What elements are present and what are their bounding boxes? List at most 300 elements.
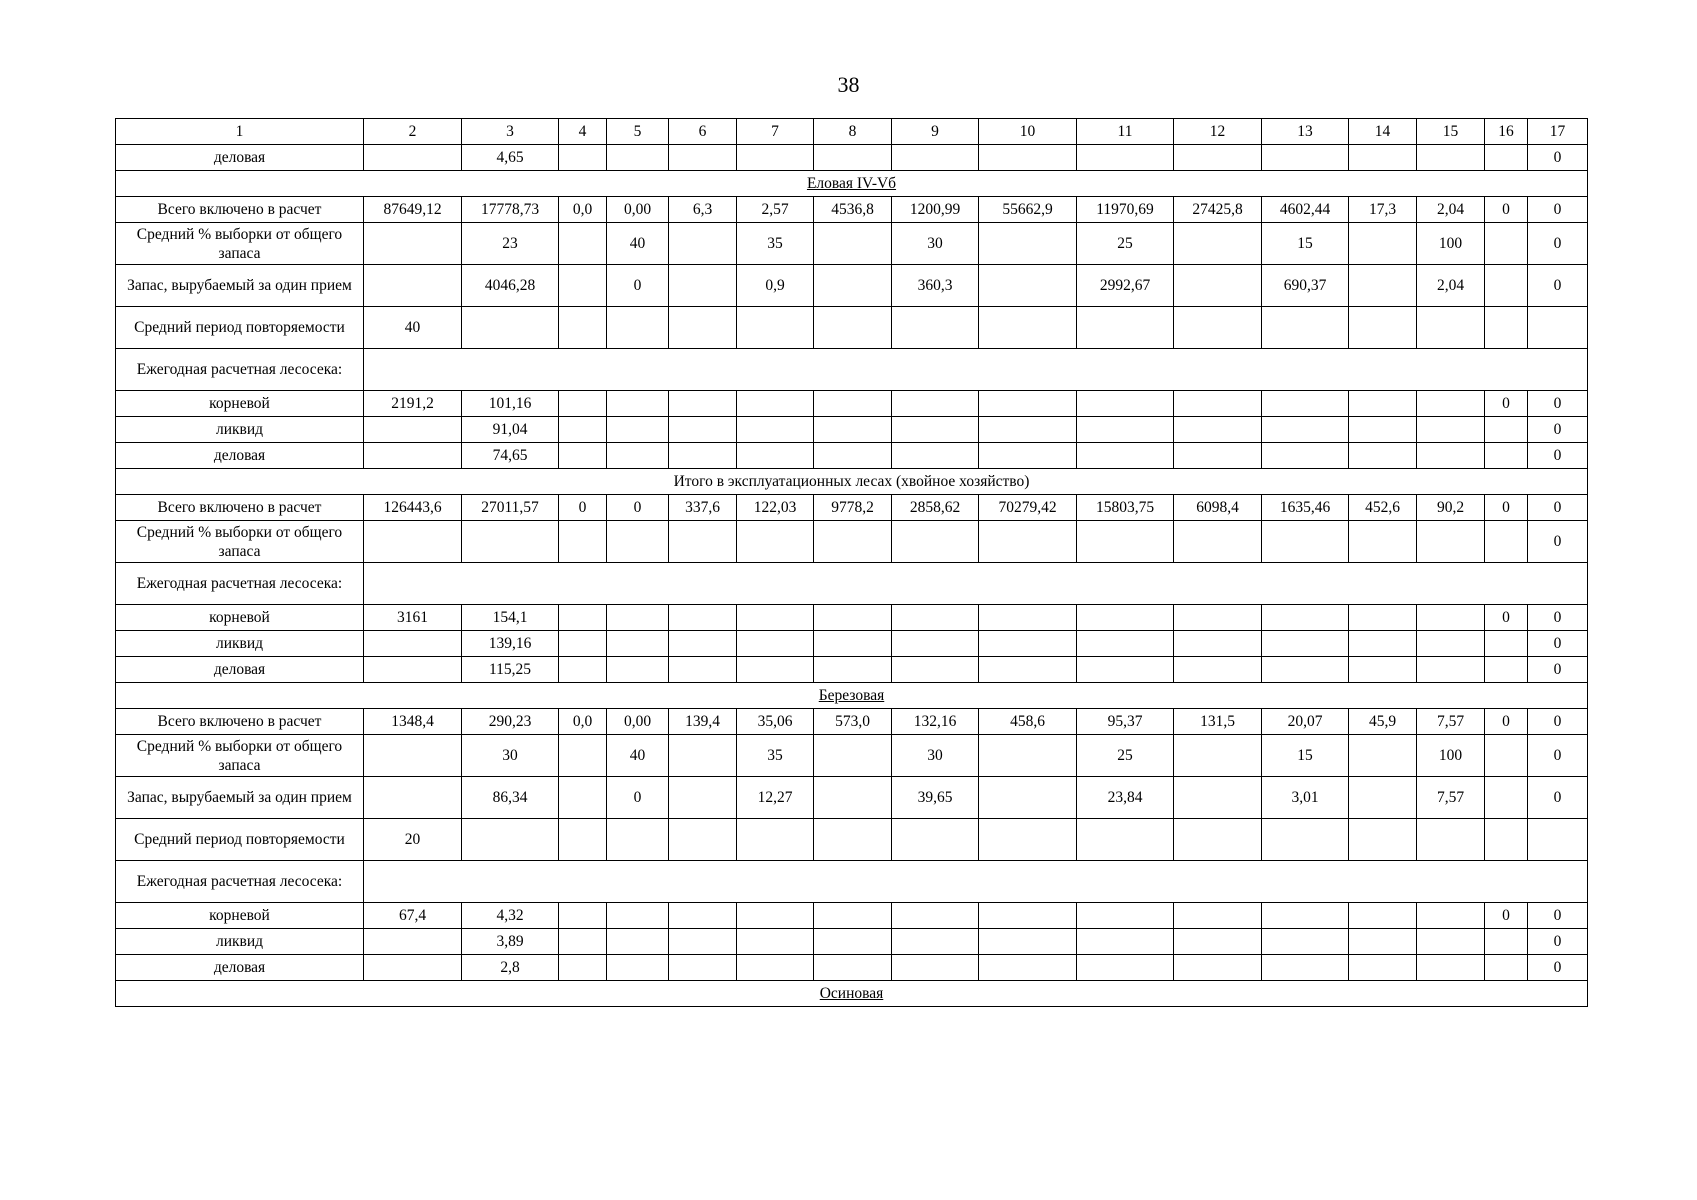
table-cell: 100 — [1417, 735, 1485, 777]
table-cell — [559, 391, 607, 417]
table-cell: 0 — [1528, 657, 1588, 683]
table-cell — [1485, 307, 1528, 349]
row-label: корневой — [116, 903, 364, 929]
row-label: Средний % выборки от общего запаса — [116, 223, 364, 265]
row-label: деловая — [116, 145, 364, 171]
table-cell: 100 — [1417, 223, 1485, 265]
table-cell: 0,00 — [607, 197, 669, 223]
table-cell — [1174, 657, 1262, 683]
table-cell — [669, 391, 737, 417]
table-cell — [607, 417, 669, 443]
table-cell — [1262, 657, 1349, 683]
table-cell: 0 — [1528, 391, 1588, 417]
row-label: Ежегодная расчетная лесосека: — [116, 349, 364, 391]
table-cell — [1077, 443, 1174, 469]
table-cell — [1077, 631, 1174, 657]
row-label: Запас, вырубаемый за один прием — [116, 265, 364, 307]
table-cell — [1262, 631, 1349, 657]
table-cell: 290,23 — [462, 709, 559, 735]
table-cell — [669, 417, 737, 443]
table-cell — [669, 521, 737, 563]
table-cell — [1077, 903, 1174, 929]
table-cell: 35 — [737, 223, 814, 265]
table-cell: 39,65 — [892, 777, 979, 819]
table-cell — [979, 903, 1077, 929]
table-cell — [462, 307, 559, 349]
table-cell: 0 — [1528, 929, 1588, 955]
table-cell — [1349, 145, 1417, 171]
empty-merged-cell — [364, 349, 1588, 391]
table-cell — [669, 265, 737, 307]
table-cell: 74,65 — [462, 443, 559, 469]
column-header: 15 — [1417, 119, 1485, 145]
table-row — [116, 709, 1588, 735]
table-cell — [1174, 307, 1262, 349]
table-cell — [669, 777, 737, 819]
column-header: 12 — [1174, 119, 1262, 145]
table-cell — [669, 903, 737, 929]
table-cell: 67,4 — [364, 903, 462, 929]
table-cell: 2,8 — [462, 955, 559, 981]
table-cell: 573,0 — [814, 709, 892, 735]
table-cell — [364, 145, 462, 171]
table-cell — [979, 929, 1077, 955]
table-cell: 3161 — [364, 605, 462, 631]
table-cell: 27011,57 — [462, 495, 559, 521]
table-cell: 9778,2 — [814, 495, 892, 521]
table-cell: 452,6 — [1349, 495, 1417, 521]
table-row — [116, 777, 1588, 819]
row-label: Средний период повторяемости — [116, 819, 364, 861]
table-cell — [1262, 307, 1349, 349]
column-header: 8 — [814, 119, 892, 145]
table-cell — [559, 443, 607, 469]
table-cell: 0 — [1528, 955, 1588, 981]
table-row — [116, 631, 1588, 657]
table-cell: 132,16 — [892, 709, 979, 735]
table-cell — [979, 735, 1077, 777]
table-cell — [1349, 631, 1417, 657]
table-cell: 86,34 — [462, 777, 559, 819]
table-cell — [1485, 929, 1528, 955]
table-cell — [1417, 631, 1485, 657]
column-header: 7 — [737, 119, 814, 145]
empty-merged-cell — [364, 563, 1588, 605]
table-cell — [607, 631, 669, 657]
table-cell — [669, 631, 737, 657]
table-cell — [607, 521, 669, 563]
table-cell — [737, 929, 814, 955]
table-cell — [1485, 735, 1528, 777]
table-cell — [979, 145, 1077, 171]
table-cell — [1262, 605, 1349, 631]
table-cell — [669, 443, 737, 469]
row-label: ликвид — [116, 417, 364, 443]
table-cell — [462, 819, 559, 861]
table-row — [116, 391, 1588, 417]
table-cell: 27425,8 — [1174, 197, 1262, 223]
table-cell — [607, 145, 669, 171]
table-cell — [364, 955, 462, 981]
table-cell: 0,9 — [737, 265, 814, 307]
table-cell: 70279,42 — [979, 495, 1077, 521]
table-cell: 0 — [607, 265, 669, 307]
table-cell — [1349, 223, 1417, 265]
table-cell — [1485, 417, 1528, 443]
table-cell — [669, 605, 737, 631]
row-label: корневой — [116, 391, 364, 417]
table-cell: 7,57 — [1417, 709, 1485, 735]
table-cell — [607, 903, 669, 929]
table-cell — [979, 955, 1077, 981]
table-cell: 25 — [1077, 223, 1174, 265]
table-cell — [1485, 777, 1528, 819]
table-cell — [1417, 903, 1485, 929]
table-cell: 25 — [1077, 735, 1174, 777]
table-cell — [669, 929, 737, 955]
table-cell: 0,00 — [607, 709, 669, 735]
table-cell — [737, 443, 814, 469]
table-cell — [737, 145, 814, 171]
column-number-row — [116, 119, 1588, 145]
table-cell — [1174, 223, 1262, 265]
table-cell — [1349, 417, 1417, 443]
section-header-row — [116, 981, 1588, 1007]
table-cell — [364, 777, 462, 819]
table-cell — [737, 657, 814, 683]
table-cell — [737, 631, 814, 657]
table-cell — [814, 605, 892, 631]
table-cell: 40 — [607, 735, 669, 777]
table-cell — [669, 819, 737, 861]
table-cell: 7,57 — [1417, 777, 1485, 819]
table-cell — [1174, 265, 1262, 307]
table-cell — [814, 819, 892, 861]
table-cell — [892, 605, 979, 631]
table-cell — [1417, 929, 1485, 955]
table-row — [116, 197, 1588, 223]
table-cell: 0 — [1485, 495, 1528, 521]
table-cell: 11970,69 — [1077, 197, 1174, 223]
table-cell: 35 — [737, 735, 814, 777]
table-cell — [1349, 605, 1417, 631]
table-cell: 0,0 — [559, 709, 607, 735]
column-header: 5 — [607, 119, 669, 145]
row-label: Ежегодная расчетная лесосека: — [116, 861, 364, 903]
table-cell — [1349, 819, 1417, 861]
table-cell: 0 — [1485, 197, 1528, 223]
table-cell: 0 — [1528, 417, 1588, 443]
table-cell — [979, 631, 1077, 657]
table-cell — [737, 819, 814, 861]
table-cell — [669, 955, 737, 981]
table-cell: 91,04 — [462, 417, 559, 443]
table-cell: 6,3 — [669, 197, 737, 223]
table-cell — [979, 307, 1077, 349]
table-cell — [892, 657, 979, 683]
table-cell — [1349, 657, 1417, 683]
table-cell: 0,0 — [559, 197, 607, 223]
table-row — [116, 495, 1588, 521]
table-cell — [607, 605, 669, 631]
table-cell — [1077, 145, 1174, 171]
table-cell — [1349, 307, 1417, 349]
table-cell: 0 — [1528, 709, 1588, 735]
table-cell — [1485, 443, 1528, 469]
table-cell — [1077, 521, 1174, 563]
table-cell: 126443,6 — [364, 495, 462, 521]
table-cell — [669, 657, 737, 683]
table-cell — [1417, 307, 1485, 349]
column-header: 13 — [1262, 119, 1349, 145]
table-cell — [1485, 819, 1528, 861]
table-cell: 1348,4 — [364, 709, 462, 735]
column-header: 1 — [116, 119, 364, 145]
table-cell — [364, 223, 462, 265]
table-cell: 0 — [1528, 631, 1588, 657]
table-cell — [1349, 265, 1417, 307]
table-cell — [814, 903, 892, 929]
row-label: деловая — [116, 657, 364, 683]
table-cell: 30 — [462, 735, 559, 777]
table-cell — [1174, 735, 1262, 777]
table-cell: 95,37 — [1077, 709, 1174, 735]
table-cell — [1485, 145, 1528, 171]
table-row — [116, 307, 1588, 349]
table-cell — [607, 955, 669, 981]
table-cell: 3,01 — [1262, 777, 1349, 819]
table-cell: 131,5 — [1174, 709, 1262, 735]
table-cell: 0 — [607, 495, 669, 521]
table-cell — [559, 521, 607, 563]
table-row — [116, 265, 1588, 307]
column-header: 10 — [979, 119, 1077, 145]
column-header: 16 — [1485, 119, 1528, 145]
table-cell — [979, 265, 1077, 307]
table-cell: 0 — [607, 777, 669, 819]
table-cell — [1262, 145, 1349, 171]
row-label: Всего включено в расчет — [116, 709, 364, 735]
table-cell — [559, 929, 607, 955]
table-cell: 0 — [1528, 605, 1588, 631]
table-cell — [1349, 929, 1417, 955]
table-cell: 45,9 — [1349, 709, 1417, 735]
table-cell — [364, 265, 462, 307]
table-cell — [1077, 819, 1174, 861]
table-row — [116, 657, 1588, 683]
table-cell: 2,04 — [1417, 265, 1485, 307]
table-body — [116, 145, 1588, 1007]
table-cell — [979, 777, 1077, 819]
page-number: 38 — [837, 72, 860, 97]
section-header-row — [116, 171, 1588, 197]
table-cell — [1262, 929, 1349, 955]
table-cell: 154,1 — [462, 605, 559, 631]
section-header-row — [116, 683, 1588, 709]
table-cell — [892, 929, 979, 955]
table-cell — [814, 955, 892, 981]
table-cell — [1174, 631, 1262, 657]
table-cell: 0 — [1485, 903, 1528, 929]
table-cell — [1262, 955, 1349, 981]
table-cell — [979, 605, 1077, 631]
table-cell: 30 — [892, 735, 979, 777]
column-header: 2 — [364, 119, 462, 145]
column-header: 3 — [462, 119, 559, 145]
table-cell — [1528, 819, 1588, 861]
empty-merged-cell — [364, 861, 1588, 903]
table-cell — [559, 903, 607, 929]
table-row — [116, 955, 1588, 981]
table-cell: 55662,9 — [979, 197, 1077, 223]
table-cell — [364, 929, 462, 955]
table-cell — [1174, 903, 1262, 929]
section-title: Осиновая — [116, 981, 1588, 1007]
table-cell: 122,03 — [737, 495, 814, 521]
group-label-row — [116, 861, 1588, 903]
column-header: 14 — [1349, 119, 1417, 145]
group-label-row — [116, 563, 1588, 605]
table-cell: 35,06 — [737, 709, 814, 735]
table-cell — [1485, 223, 1528, 265]
table-cell — [1417, 391, 1485, 417]
table-cell — [1417, 521, 1485, 563]
table-cell: 360,3 — [892, 265, 979, 307]
table-cell: 40 — [607, 223, 669, 265]
table-cell: 40 — [364, 307, 462, 349]
table-row — [116, 521, 1588, 563]
table-cell — [892, 903, 979, 929]
table-cell — [737, 955, 814, 981]
table-cell — [607, 307, 669, 349]
table-cell: 87649,12 — [364, 197, 462, 223]
table-cell — [892, 521, 979, 563]
table-cell: 0 — [559, 495, 607, 521]
table-cell: 0 — [1485, 709, 1528, 735]
table-cell: 15803,75 — [1077, 495, 1174, 521]
table-cell — [559, 265, 607, 307]
row-label: ликвид — [116, 631, 364, 657]
table-cell: 15 — [1262, 735, 1349, 777]
table-cell — [1077, 307, 1174, 349]
table-cell — [1262, 443, 1349, 469]
table-cell — [892, 145, 979, 171]
table-cell: 0 — [1528, 777, 1588, 819]
table-cell: 90,2 — [1417, 495, 1485, 521]
table-cell — [559, 955, 607, 981]
table-cell: 23,84 — [1077, 777, 1174, 819]
table-cell — [1417, 819, 1485, 861]
table-cell — [559, 631, 607, 657]
table-row — [116, 443, 1588, 469]
table-cell: 2,57 — [737, 197, 814, 223]
table-cell: 17,3 — [1349, 197, 1417, 223]
table-cell — [1349, 777, 1417, 819]
column-header: 11 — [1077, 119, 1174, 145]
table-cell — [979, 391, 1077, 417]
table-cell — [1417, 955, 1485, 981]
table-cell: 2191,2 — [364, 391, 462, 417]
table-cell — [814, 307, 892, 349]
table-cell — [1174, 145, 1262, 171]
table-cell — [737, 417, 814, 443]
column-header: 9 — [892, 119, 979, 145]
table-cell — [1262, 417, 1349, 443]
table-cell — [1174, 521, 1262, 563]
table-cell — [669, 307, 737, 349]
section-title: Итого в эксплуатационных лесах (хвойное хозяйство) — [116, 469, 1588, 495]
table-header — [116, 119, 1588, 145]
table-cell — [1174, 777, 1262, 819]
table-cell — [814, 223, 892, 265]
table-cell — [1349, 391, 1417, 417]
table-cell: 139,16 — [462, 631, 559, 657]
table-cell: 4,32 — [462, 903, 559, 929]
table-cell — [737, 391, 814, 417]
table-cell — [1077, 605, 1174, 631]
table-cell — [1417, 657, 1485, 683]
table-cell — [364, 443, 462, 469]
table-cell — [814, 521, 892, 563]
table-cell: 337,6 — [669, 495, 737, 521]
table-cell: 12,27 — [737, 777, 814, 819]
table-cell: 0 — [1528, 735, 1588, 777]
table-cell — [979, 521, 1077, 563]
table-cell — [1262, 903, 1349, 929]
table-cell — [559, 605, 607, 631]
table-cell — [462, 521, 559, 563]
table-cell — [979, 417, 1077, 443]
table-cell: 0 — [1485, 391, 1528, 417]
table-cell — [1174, 417, 1262, 443]
table-cell — [737, 521, 814, 563]
row-label: Средний % выборки от общего запаса — [116, 521, 364, 563]
table-cell — [364, 735, 462, 777]
column-header: 4 — [559, 119, 607, 145]
table-cell — [607, 657, 669, 683]
table-cell — [607, 929, 669, 955]
table-cell: 115,25 — [462, 657, 559, 683]
table-cell: 1635,46 — [1262, 495, 1349, 521]
table-cell: 30 — [892, 223, 979, 265]
table-cell — [814, 631, 892, 657]
table-cell: 0 — [1528, 521, 1588, 563]
table-cell: 4,65 — [462, 145, 559, 171]
table-cell — [892, 443, 979, 469]
table-cell — [1485, 265, 1528, 307]
table-cell — [559, 307, 607, 349]
table-cell — [814, 265, 892, 307]
section-title: Березовая — [116, 683, 1588, 709]
table-cell — [814, 735, 892, 777]
table-cell: 0 — [1528, 265, 1588, 307]
table-cell — [1349, 903, 1417, 929]
table-cell: 0 — [1528, 145, 1588, 171]
forest-calculation-table — [115, 118, 1588, 1007]
table-cell — [559, 145, 607, 171]
table-cell — [979, 657, 1077, 683]
row-label: Средний период повторяемости — [116, 307, 364, 349]
table-cell — [1077, 955, 1174, 981]
table-cell — [1417, 443, 1485, 469]
group-label-row — [116, 349, 1588, 391]
table-cell — [979, 819, 1077, 861]
table-cell: 2,04 — [1417, 197, 1485, 223]
table-cell: 458,6 — [979, 709, 1077, 735]
table-cell — [979, 223, 1077, 265]
table-cell: 139,4 — [669, 709, 737, 735]
table-cell — [559, 735, 607, 777]
